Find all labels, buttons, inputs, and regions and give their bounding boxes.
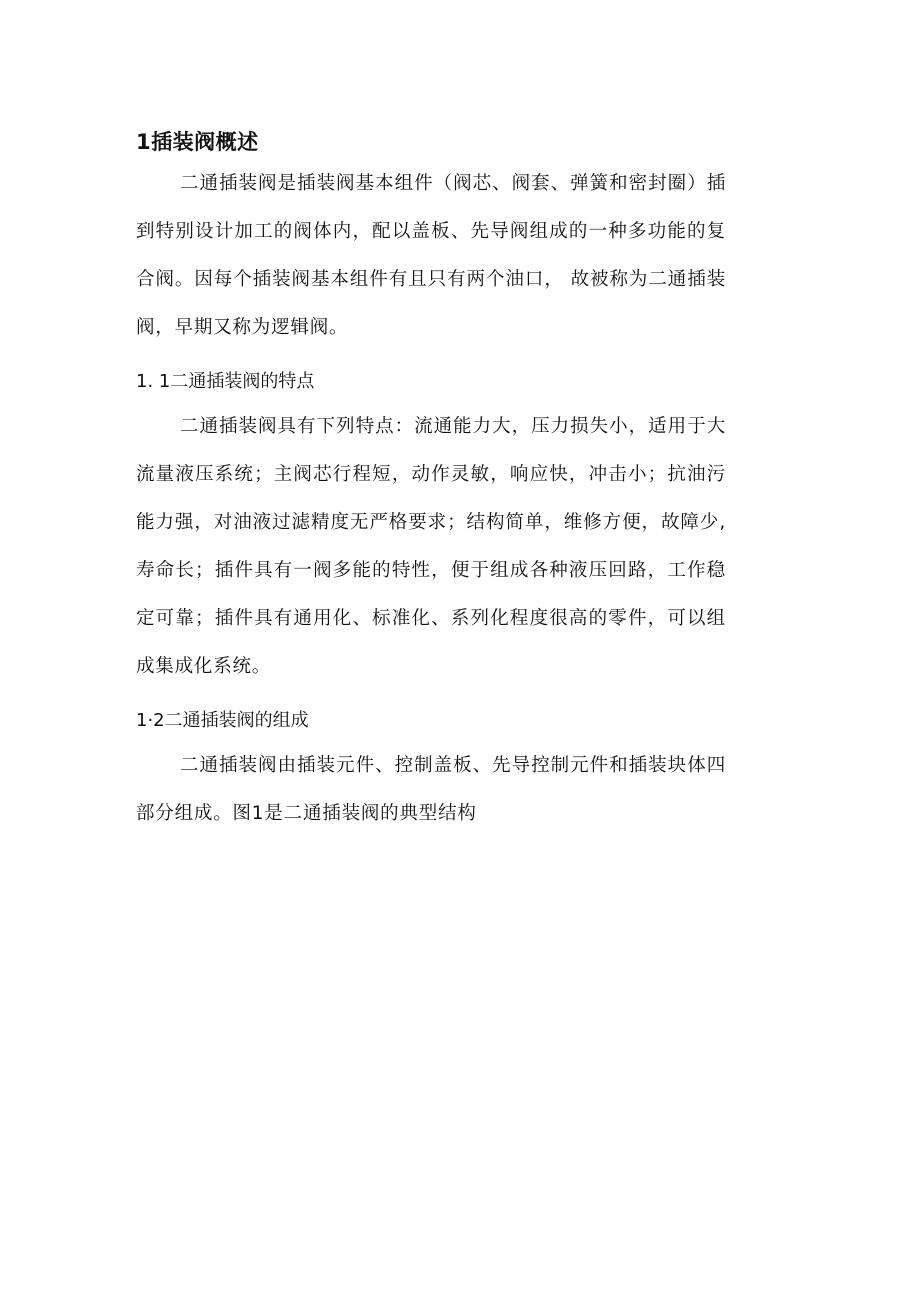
composition-paragraph: 二通插装阀由插装元件、控制盖板、先导控制元件和插装块体四部分组成。图1是二通插装阀的典型结构 — [136, 755, 726, 824]
section-heading-1: 1插装阀概述 — [136, 130, 259, 154]
subsection-heading-1-1: 1. 1二通插装阀的特点 — [136, 371, 315, 392]
features-paragraph: 二通插装阀具有下列特点：流通能力大，压力损失小，适用于大流量液压系统；主阀芯行程短，动作灵敏，响应快，冲击小；抗油污能力强，对油液过滤精度无严格要求；结构简单，维修方便，故障少, 寿命长；插件具有一阀多能的特性，便于组成各种液压回路，工作稳定可靠；插件具有通用化、标准化、系列化程度很高的零件，可以组成集成化系统。 — [136, 416, 726, 677]
subsection-heading-1-2: 1·2二通插装阀的组成 — [136, 710, 309, 731]
overview-paragraph: 二通插装阀是插装阀基本组件（阀芯、阀套、弹簧和密封圈）插到特别设计加工的阀体内，配以盖板、先导阀组成的一种多功能的复合阀。因每个插装阀基本组件有且只有两个油口， 故被称为二通插装阀，早期又称为逻辑阀。 — [136, 173, 726, 338]
